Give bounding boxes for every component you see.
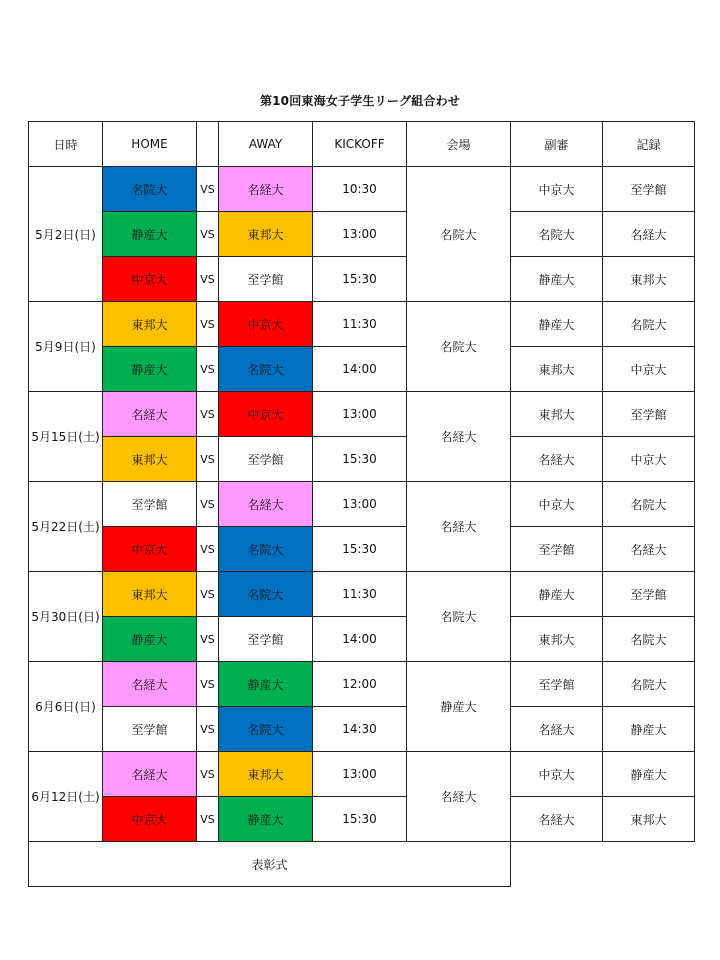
away-team: 名院大	[219, 527, 313, 572]
match-date: 5月22日(土)	[29, 482, 103, 572]
match-venue: 名経大	[407, 392, 511, 482]
vs-label: VS	[197, 617, 219, 662]
record-team: 中京大	[603, 437, 695, 482]
record-team: 中京大	[603, 347, 695, 392]
home-team: 至学館	[103, 482, 197, 527]
record-team: 至学館	[603, 572, 695, 617]
page-title: 第10回東海女子学生リーグ組合わせ	[259, 94, 461, 108]
vs-label: VS	[197, 572, 219, 617]
home-team: 静産大	[103, 617, 197, 662]
home-team: 中京大	[103, 797, 197, 842]
match-venue: 名経大	[407, 482, 511, 572]
blank-cell	[511, 842, 603, 887]
referee-team: 中京大	[511, 167, 603, 212]
match-venue: 名院大	[407, 302, 511, 392]
header-kickoff: KICKOFF	[313, 122, 407, 167]
home-team: 静産大	[103, 347, 197, 392]
vs-label: VS	[197, 392, 219, 437]
vs-label: VS	[197, 482, 219, 527]
match-row	[29, 662, 695, 707]
away-team: 東邦大	[219, 212, 313, 257]
kickoff-time: 13:00	[313, 392, 407, 437]
match-venue: 静産大	[407, 662, 511, 752]
home-team: 東邦大	[103, 572, 197, 617]
match-row	[29, 257, 695, 302]
match-date: 5月9日(日)	[29, 302, 103, 392]
match-row	[29, 482, 695, 527]
kickoff-time: 15:30	[313, 797, 407, 842]
match-row	[29, 167, 695, 212]
kickoff-time: 15:30	[313, 257, 407, 302]
vs-label: VS	[197, 797, 219, 842]
match-date: 6月6日(日)	[29, 662, 103, 752]
kickoff-time: 11:30	[313, 302, 407, 347]
match-row	[29, 617, 695, 662]
match-row	[29, 347, 695, 392]
kickoff-time: 14:00	[313, 617, 407, 662]
kickoff-time: 13:00	[313, 212, 407, 257]
header-record: 記録	[603, 122, 695, 167]
match-venue: 名院大	[407, 572, 511, 662]
match-row	[29, 527, 695, 572]
vs-label: VS	[197, 707, 219, 752]
header-row	[29, 122, 695, 167]
away-team: 静産大	[219, 797, 313, 842]
match-row	[29, 392, 695, 437]
vs-label: VS	[197, 257, 219, 302]
vs-label: VS	[197, 527, 219, 572]
home-team: 名経大	[103, 662, 197, 707]
header-venue: 会場	[407, 122, 511, 167]
referee-team: 至学館	[511, 662, 603, 707]
referee-team: 東邦大	[511, 617, 603, 662]
away-team: 至学館	[219, 257, 313, 302]
match-date: 5月2日(日)	[29, 167, 103, 302]
away-team: 中京大	[219, 302, 313, 347]
record-team: 名院大	[603, 482, 695, 527]
match-row	[29, 437, 695, 482]
referee-team: 中京大	[511, 752, 603, 797]
header-away: AWAY	[219, 122, 313, 167]
vs-label: VS	[197, 302, 219, 347]
header-referee: 副審	[511, 122, 603, 167]
home-team: 静産大	[103, 212, 197, 257]
home-team: 至学館	[103, 707, 197, 752]
schedule-table	[28, 121, 695, 887]
kickoff-time: 13:00	[313, 482, 407, 527]
header-vs-spacer	[197, 122, 219, 167]
record-team: 名経大	[603, 527, 695, 572]
match-row	[29, 212, 695, 257]
record-team: 名院大	[603, 617, 695, 662]
home-team: 中京大	[103, 527, 197, 572]
header-date: 日時	[29, 122, 103, 167]
referee-team: 静産大	[511, 302, 603, 347]
record-team: 東邦大	[603, 257, 695, 302]
record-team: 静産大	[603, 707, 695, 752]
kickoff-time: 13:00	[313, 752, 407, 797]
away-team: 名院大	[219, 707, 313, 752]
match-venue: 名経大	[407, 752, 511, 842]
match-row	[29, 707, 695, 752]
kickoff-time: 15:30	[313, 437, 407, 482]
kickoff-time: 12:00	[313, 662, 407, 707]
referee-team: 静産大	[511, 572, 603, 617]
match-row	[29, 797, 695, 842]
away-team: 名院大	[219, 572, 313, 617]
record-team: 至学館	[603, 392, 695, 437]
home-team: 名経大	[103, 752, 197, 797]
kickoff-time: 14:00	[313, 347, 407, 392]
referee-team: 名経大	[511, 437, 603, 482]
schedule-body	[29, 167, 695, 887]
vs-label: VS	[197, 167, 219, 212]
match-row	[29, 572, 695, 617]
away-team: 中京大	[219, 392, 313, 437]
blank-cell	[603, 842, 695, 887]
away-team: 至学館	[219, 617, 313, 662]
away-team: 至学館	[219, 437, 313, 482]
referee-team: 中京大	[511, 482, 603, 527]
kickoff-time: 10:30	[313, 167, 407, 212]
referee-team: 静産大	[511, 257, 603, 302]
referee-team: 名院大	[511, 212, 603, 257]
away-team: 名経大	[219, 482, 313, 527]
referee-team: 名経大	[511, 797, 603, 842]
home-team: 名経大	[103, 392, 197, 437]
record-team: 静産大	[603, 752, 695, 797]
home-team: 中京大	[103, 257, 197, 302]
away-team: 名院大	[219, 347, 313, 392]
vs-label: VS	[197, 437, 219, 482]
header-home: HOME	[103, 122, 197, 167]
record-team: 名院大	[603, 302, 695, 347]
record-team: 至学館	[603, 167, 695, 212]
kickoff-time: 14:30	[313, 707, 407, 752]
match-venue: 名院大	[407, 167, 511, 302]
match-date: 6月12日(土)	[29, 752, 103, 842]
match-row	[29, 302, 695, 347]
kickoff-time: 15:30	[313, 527, 407, 572]
referee-team: 至学館	[511, 527, 603, 572]
vs-label: VS	[197, 212, 219, 257]
away-team: 東邦大	[219, 752, 313, 797]
match-row	[29, 752, 695, 797]
home-team: 名院大	[103, 167, 197, 212]
referee-team: 名経大	[511, 707, 603, 752]
record-team: 名経大	[603, 212, 695, 257]
vs-label: VS	[197, 662, 219, 707]
match-date: 5月15日(土)	[29, 392, 103, 482]
home-team: 東邦大	[103, 437, 197, 482]
vs-label: VS	[197, 347, 219, 392]
vs-label: VS	[197, 752, 219, 797]
referee-team: 東邦大	[511, 347, 603, 392]
record-team: 東邦大	[603, 797, 695, 842]
match-date: 5月30日(日)	[29, 572, 103, 662]
referee-team: 東邦大	[511, 392, 603, 437]
away-team: 静産大	[219, 662, 313, 707]
away-team: 名経大	[219, 167, 313, 212]
ceremony-row	[29, 842, 695, 887]
record-team: 名院大	[603, 662, 695, 707]
ceremony-label: 表彰式	[29, 842, 511, 887]
kickoff-time: 11:30	[313, 572, 407, 617]
home-team: 東邦大	[103, 302, 197, 347]
